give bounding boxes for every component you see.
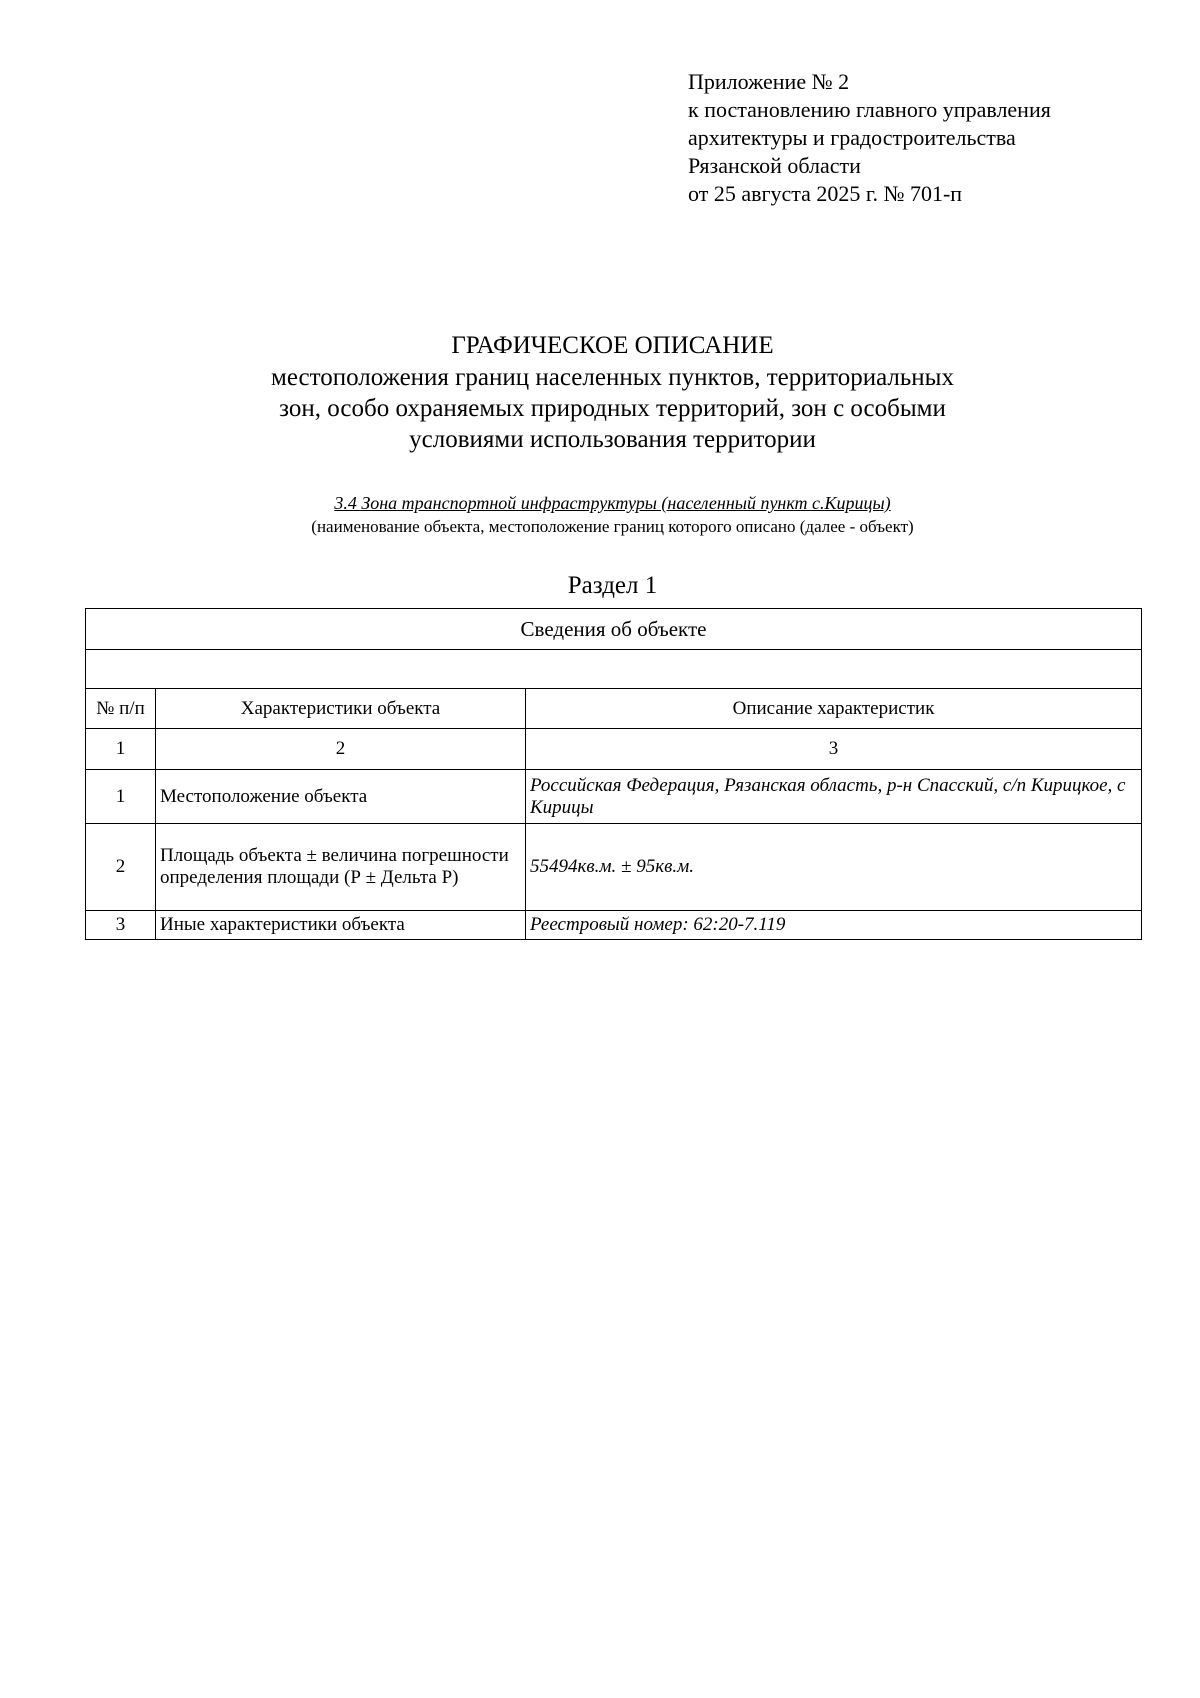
table-caption-row — [86, 609, 1142, 650]
object-info-table — [85, 608, 1142, 940]
table-blank-row — [86, 650, 1142, 689]
header-characteristic: Характеристики объекта — [156, 689, 526, 729]
table-row — [86, 824, 1142, 911]
table-row — [86, 911, 1142, 940]
appendix-line: архитектуры и градостроительства — [688, 125, 1016, 150]
table-caption: Сведения об объекте — [86, 609, 1142, 650]
title-line: местоположения границ населенных пунктов, территориальных — [271, 364, 954, 391]
row-description: Реестровый номер: 62:20-7.119 — [526, 911, 1142, 940]
row-number: 3 — [86, 911, 156, 940]
appendix-line: Приложение № 2 — [688, 69, 850, 94]
appendix-line: Рязанской области — [688, 153, 861, 178]
header-description: Описание характеристик — [526, 689, 1142, 729]
document-title — [0, 330, 1200, 455]
table-blank-cell — [86, 650, 1142, 689]
title-main: ГРАФИЧЕСКОЕ ОПИСАНИЕ — [451, 332, 774, 359]
column-number: 1 — [86, 729, 156, 770]
row-number: 2 — [86, 824, 156, 911]
section-title: Раздел 1 — [567, 572, 658, 599]
title-line: условиями использования территории — [409, 426, 816, 453]
table-row — [86, 770, 1142, 824]
row-characteristic: Местоположение объекта — [156, 770, 526, 824]
appendix-block — [688, 68, 1051, 208]
title-line: зон, особо охраняемых природных территорий, зон с особыми — [279, 395, 946, 422]
object-name: 3.4 Зона транспортной инфраструктуры (населенный пункт с.Кирицы) — [334, 493, 891, 513]
appendix-line: к постановлению главного управления — [688, 97, 1051, 122]
header-number: № п/п — [86, 689, 156, 729]
column-number: 3 — [526, 729, 1142, 770]
object-caption: (наименование объекта, местоположение границ которого описано (далее - объект) — [311, 517, 914, 536]
row-number: 1 — [86, 770, 156, 824]
table-header-row — [86, 689, 1142, 729]
row-description: Российская Федерация, Рязанская область, р-н Спасский, с/п Кирицкое, с Кирицы — [526, 770, 1142, 824]
row-characteristic: Площадь объекта ± величина погрешности определения площади (Р ± Дельта Р) — [156, 824, 526, 911]
column-number: 2 — [156, 729, 526, 770]
table-column-numbers-row — [86, 729, 1142, 770]
row-characteristic: Иные характеристики объекта — [156, 911, 526, 940]
appendix-line: от 25 августа 2025 г. № 701-п — [688, 181, 963, 206]
row-description: 55494кв.м. ± 95кв.м. — [526, 824, 1142, 911]
